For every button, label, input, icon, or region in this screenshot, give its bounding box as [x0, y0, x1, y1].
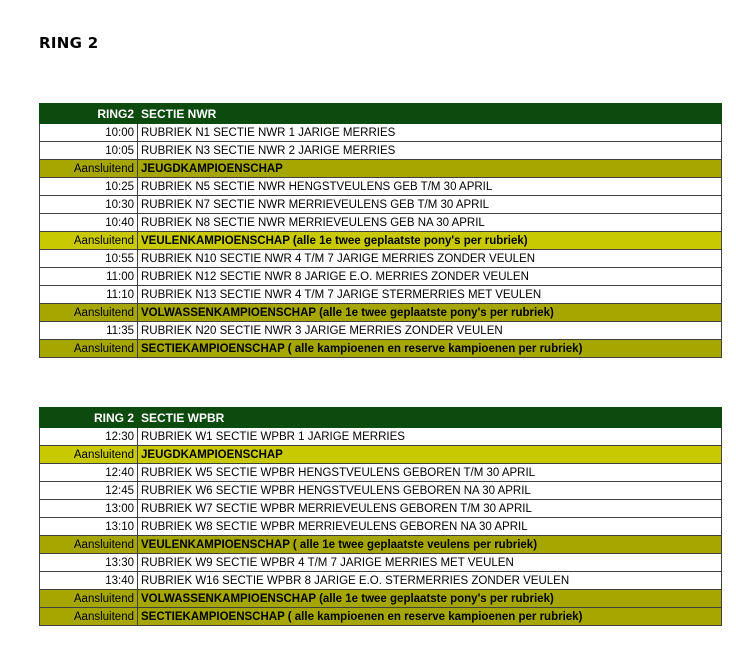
class-cell: RUBRIEK N10 SECTIE NWR 4 T/M 7 JARIGE MERRIES ZONDER VEULEN [138, 250, 722, 268]
time-cell: Aansluitend [40, 590, 138, 608]
class-cell: RUBRIEK N20 SECTIE NWR 3 JARIGE MERRIES ZONDER VEULEN [138, 322, 722, 340]
schedule-table-nwr [39, 103, 722, 358]
time-cell: 10:30 [40, 196, 138, 214]
class-cell: RUBRIEK W16 SECTIE WPBR 8 JARIGE E.O. STERMERRIES ZONDER VEULEN [138, 572, 722, 590]
championship-cell: VEULENKAMPIOENSCHAP ( alle 1e twee geplaatste veulens per rubriek) [138, 536, 722, 554]
class-cell: RUBRIEK N1 SECTIE NWR 1 JARIGE MERRIES [138, 124, 722, 142]
class-row [40, 142, 722, 160]
class-row [40, 196, 722, 214]
championship-row [40, 590, 722, 608]
time-cell: 12:40 [40, 464, 138, 482]
class-cell: RUBRIEK N5 SECTIE NWR HENGSTVEULENS GEB T/M 30 APRIL [138, 178, 722, 196]
championship-row [40, 304, 722, 322]
championship-row [40, 160, 722, 178]
class-cell: RUBRIEK N12 SECTIE NWR 8 JARIGE E.O. MERRIES ZONDER VEULEN [138, 268, 722, 286]
championship-row [40, 536, 722, 554]
table-header-row [40, 408, 722, 428]
time-cell: 13:30 [40, 554, 138, 572]
section-title: SECTIE NWR [138, 104, 722, 124]
class-row [40, 428, 722, 446]
time-cell: 13:40 [40, 572, 138, 590]
class-row [40, 322, 722, 340]
time-cell: 10:40 [40, 214, 138, 232]
class-row [40, 178, 722, 196]
class-row [40, 464, 722, 482]
ring-label: RING2 [40, 104, 138, 124]
class-cell: RUBRIEK W9 SECTIE WPBR 4 T/M 7 JARIGE MERRIES MET VEULEN [138, 554, 722, 572]
time-cell: 11:00 [40, 268, 138, 286]
class-row [40, 250, 722, 268]
time-cell: Aansluitend [40, 608, 138, 626]
championship-row [40, 608, 722, 626]
class-cell: RUBRIEK W1 SECTIE WPBR 1 JARIGE MERRIES [138, 428, 722, 446]
time-cell: Aansluitend [40, 536, 138, 554]
class-row [40, 572, 722, 590]
championship-row [40, 340, 722, 358]
championship-cell: VEULENKAMPIOENSCHAP (alle 1e twee geplaatste pony's per rubriek) [138, 232, 722, 250]
time-cell: 12:30 [40, 428, 138, 446]
time-cell: Aansluitend [40, 446, 138, 464]
schedule-body [40, 428, 722, 626]
time-cell: 11:35 [40, 322, 138, 340]
time-cell: Aansluitend [40, 232, 138, 250]
class-cell: RUBRIEK W6 SECTIE WPBR HENGSTVEULENS GEBOREN NA 30 APRIL [138, 482, 722, 500]
time-cell: 10:05 [40, 142, 138, 160]
championship-cell: SECTIEKAMPIOENSCHAP ( alle kampioenen en reserve kampioenen per rubriek) [138, 608, 722, 626]
class-cell: RUBRIEK N7 SECTIE NWR MERRIEVEULENS GEB T/M 30 APRIL [138, 196, 722, 214]
class-cell: RUBRIEK N13 SECTIE NWR 4 T/M 7 JARIGE STERMERRIES MET VEULEN [138, 286, 722, 304]
championship-cell: JEUGDKAMPIOENSCHAP [138, 160, 722, 178]
schedule-body [40, 124, 722, 358]
class-row [40, 518, 722, 536]
championship-cell: VOLWASSENKAMPIOENSCHAP (alle 1e twee geplaatste pony's per rubriek) [138, 304, 722, 322]
time-cell: 11:10 [40, 286, 138, 304]
time-cell: Aansluitend [40, 160, 138, 178]
class-cell: RUBRIEK W8 SECTIE WPBR MERRIEVEULENS GEBOREN NA 30 APRIL [138, 518, 722, 536]
class-cell: RUBRIEK W5 SECTIE WPBR HENGSTVEULENS GEBOREN T/M 30 APRIL [138, 464, 722, 482]
championship-cell: SECTIEKAMPIOENSCHAP ( alle kampioenen en reserve kampioenen per rubriek) [138, 340, 722, 358]
class-row [40, 124, 722, 142]
table-header-row [40, 104, 722, 124]
championship-row [40, 232, 722, 250]
class-row [40, 286, 722, 304]
class-cell: RUBRIEK W7 SECTIE WPBR MERRIEVEULENS GEBOREN T/M 30 APRIL [138, 500, 722, 518]
class-row [40, 268, 722, 286]
time-cell: 10:25 [40, 178, 138, 196]
time-cell: Aansluitend [40, 304, 138, 322]
time-cell: 10:00 [40, 124, 138, 142]
time-cell: 13:00 [40, 500, 138, 518]
time-cell: 10:55 [40, 250, 138, 268]
class-row [40, 482, 722, 500]
time-cell: 13:10 [40, 518, 138, 536]
class-cell: RUBRIEK N8 SECTIE NWR MERRIEVEULENS GEB NA 30 APRIL [138, 214, 722, 232]
championship-row [40, 446, 722, 464]
class-cell: RUBRIEK N3 SECTIE NWR 2 JARIGE MERRIES [138, 142, 722, 160]
championship-cell: VOLWASSENKAMPIOENSCHAP (alle 1e twee geplaatste pony's per rubriek) [138, 590, 722, 608]
ring-label: RING 2 [40, 408, 138, 428]
schedule-table-wpbr [39, 407, 722, 626]
class-row [40, 214, 722, 232]
page-title: RING 2 [39, 34, 99, 52]
section-title: SECTIE WPBR [138, 408, 722, 428]
championship-cell: JEUGDKAMPIOENSCHAP [138, 446, 722, 464]
time-cell: Aansluitend [40, 340, 138, 358]
class-row [40, 554, 722, 572]
class-row [40, 500, 722, 518]
time-cell: 12:45 [40, 482, 138, 500]
